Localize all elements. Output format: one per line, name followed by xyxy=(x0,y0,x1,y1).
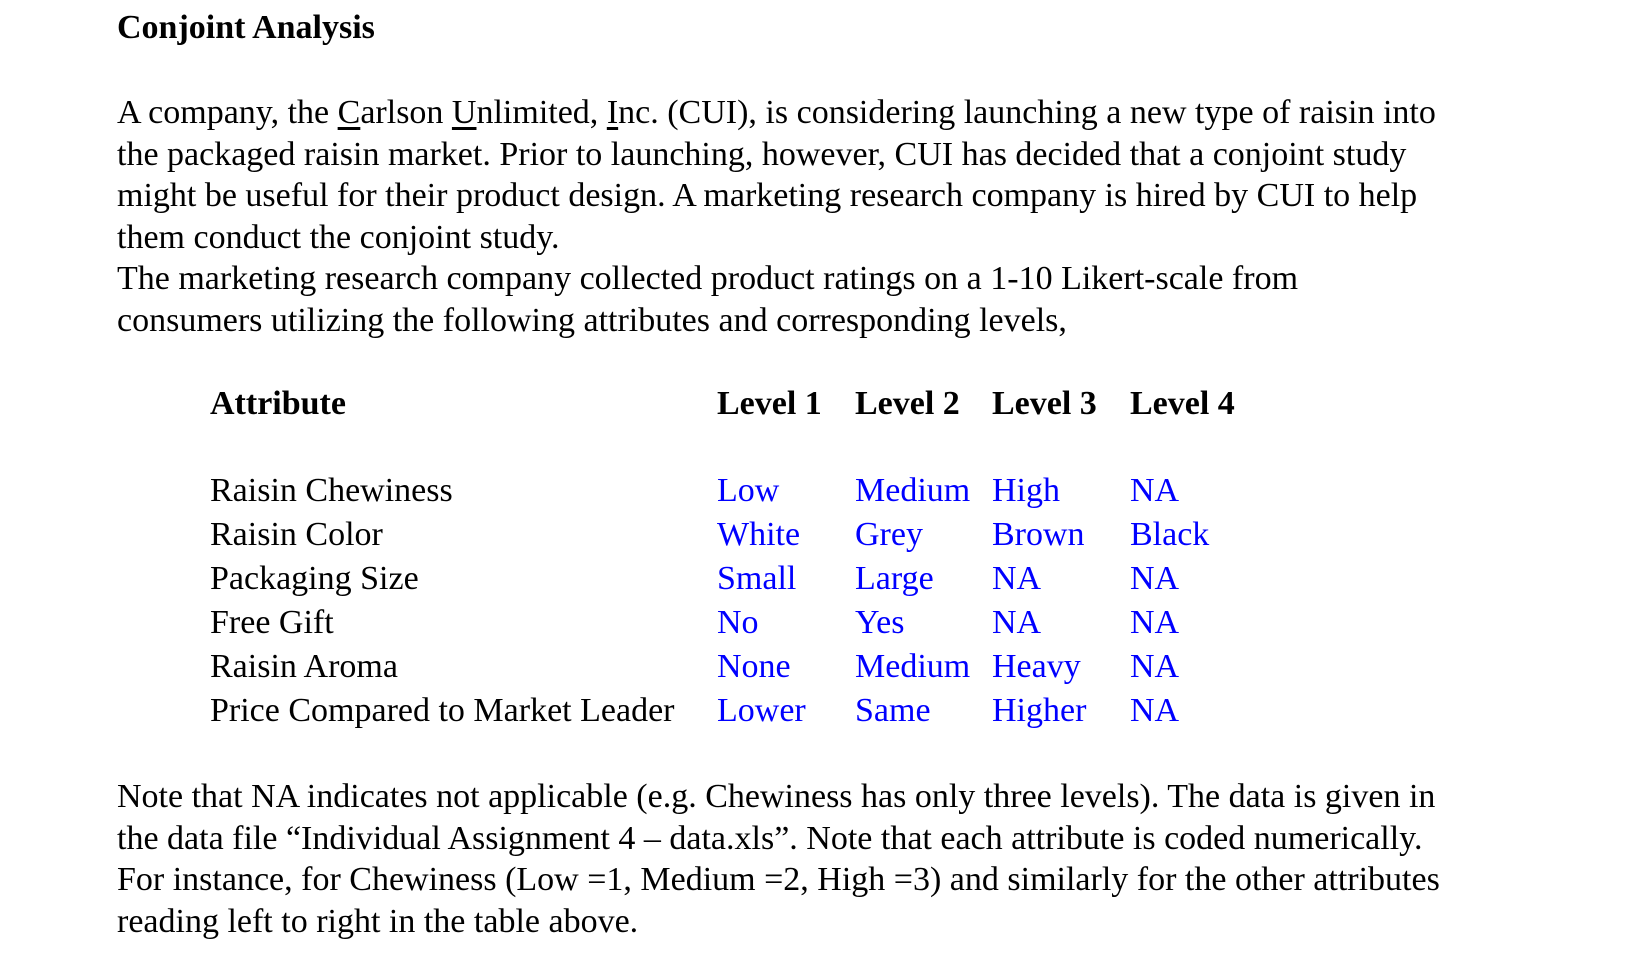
attribute-cell: Packaging Size xyxy=(210,560,419,597)
intro-line-1-pre: A company, the xyxy=(117,94,338,131)
note-line-3: For instance, for Chewiness (Low =1, Medium =2, High =3) and similarly for the other attributes xyxy=(117,861,1440,898)
intro-line-3: might be useful for their product design. A marketing research company is hired by CUI to help xyxy=(117,177,1418,214)
intro-line-5: The marketing research company collected product ratings on a 1-10 Likert-scale from xyxy=(117,260,1299,297)
note-paragraph xyxy=(117,776,1440,942)
level-3-cell: High xyxy=(992,472,1060,509)
underlined-letter-u: U xyxy=(451,94,477,131)
level-1-cell: Small xyxy=(717,560,797,597)
level-4-cell: NA xyxy=(1130,472,1180,509)
header-level-3: Level 3 xyxy=(992,385,1097,422)
note-line-1: Note that NA indicates not applicable (e.g. Chewiness has only three levels). The data is given in xyxy=(117,778,1436,815)
level-1-cell: None xyxy=(717,648,791,685)
level-3-cell: NA xyxy=(992,560,1042,597)
intro-line-1 xyxy=(117,92,1436,134)
header-level-2: Level 2 xyxy=(855,385,960,422)
header-level-1: Level 1 xyxy=(717,385,822,422)
intro-paragraph xyxy=(117,92,1436,341)
level-2-cell: Medium xyxy=(855,648,971,685)
note-line-2: the data file “Individual Assignment 4 – data.xls”. Note that each attribute is coded numerically. xyxy=(117,819,1423,857)
header-level-4: Level 4 xyxy=(1130,385,1235,422)
level-2-cell: Same xyxy=(855,692,931,729)
underlined-letter-c: C xyxy=(337,94,361,131)
intro-line-1-mid2: nlimited, xyxy=(476,94,607,131)
level-4-cell: NA xyxy=(1130,692,1180,729)
intro-line-2: the packaged raisin market. Prior to launching, however, CUI has decided that a conjoint study xyxy=(117,135,1407,173)
underlined-letter-i: I xyxy=(606,94,619,131)
intro-line-6: consumers utilizing the following attributes and corresponding levels, xyxy=(117,301,1067,339)
level-1-cell: No xyxy=(717,604,759,641)
level-4-cell: Black xyxy=(1130,516,1210,553)
attribute-cell: Free Gift xyxy=(210,604,334,641)
level-4-cell: NA xyxy=(1130,604,1180,641)
intro-line-4: them conduct the conjoint study. xyxy=(117,218,560,256)
level-2-cell: Grey xyxy=(855,516,923,553)
intro-line-1-post: nc. (CUI), is considering launching a new type of raisin into xyxy=(618,94,1436,131)
level-1-cell: Low xyxy=(717,472,780,509)
level-3-cell: Heavy xyxy=(992,648,1081,685)
level-4-cell: NA xyxy=(1130,560,1180,597)
attribute-cell: Price Compared to Market Leader xyxy=(210,692,675,729)
level-1-cell: White xyxy=(717,516,801,553)
attribute-cell: Raisin Aroma xyxy=(210,648,398,685)
level-2-cell: Large xyxy=(855,560,934,597)
level-1-cell: Lower xyxy=(717,692,806,729)
attribute-cell: Raisin Chewiness xyxy=(210,472,453,509)
intro-line-1-mid1: arlson xyxy=(360,94,452,131)
level-3-cell: Brown xyxy=(992,516,1085,553)
level-2-cell: Medium xyxy=(855,472,971,509)
level-3-cell: NA xyxy=(992,604,1042,641)
document-title: Conjoint Analysis xyxy=(117,9,375,46)
note-line-4: reading left to right in the table above. xyxy=(117,902,639,940)
attribute-cell: Raisin Color xyxy=(210,516,383,553)
level-4-cell: NA xyxy=(1130,648,1180,685)
header-attribute: Attribute xyxy=(210,385,346,422)
level-3-cell: Higher xyxy=(992,692,1087,729)
level-2-cell: Yes xyxy=(855,604,905,641)
